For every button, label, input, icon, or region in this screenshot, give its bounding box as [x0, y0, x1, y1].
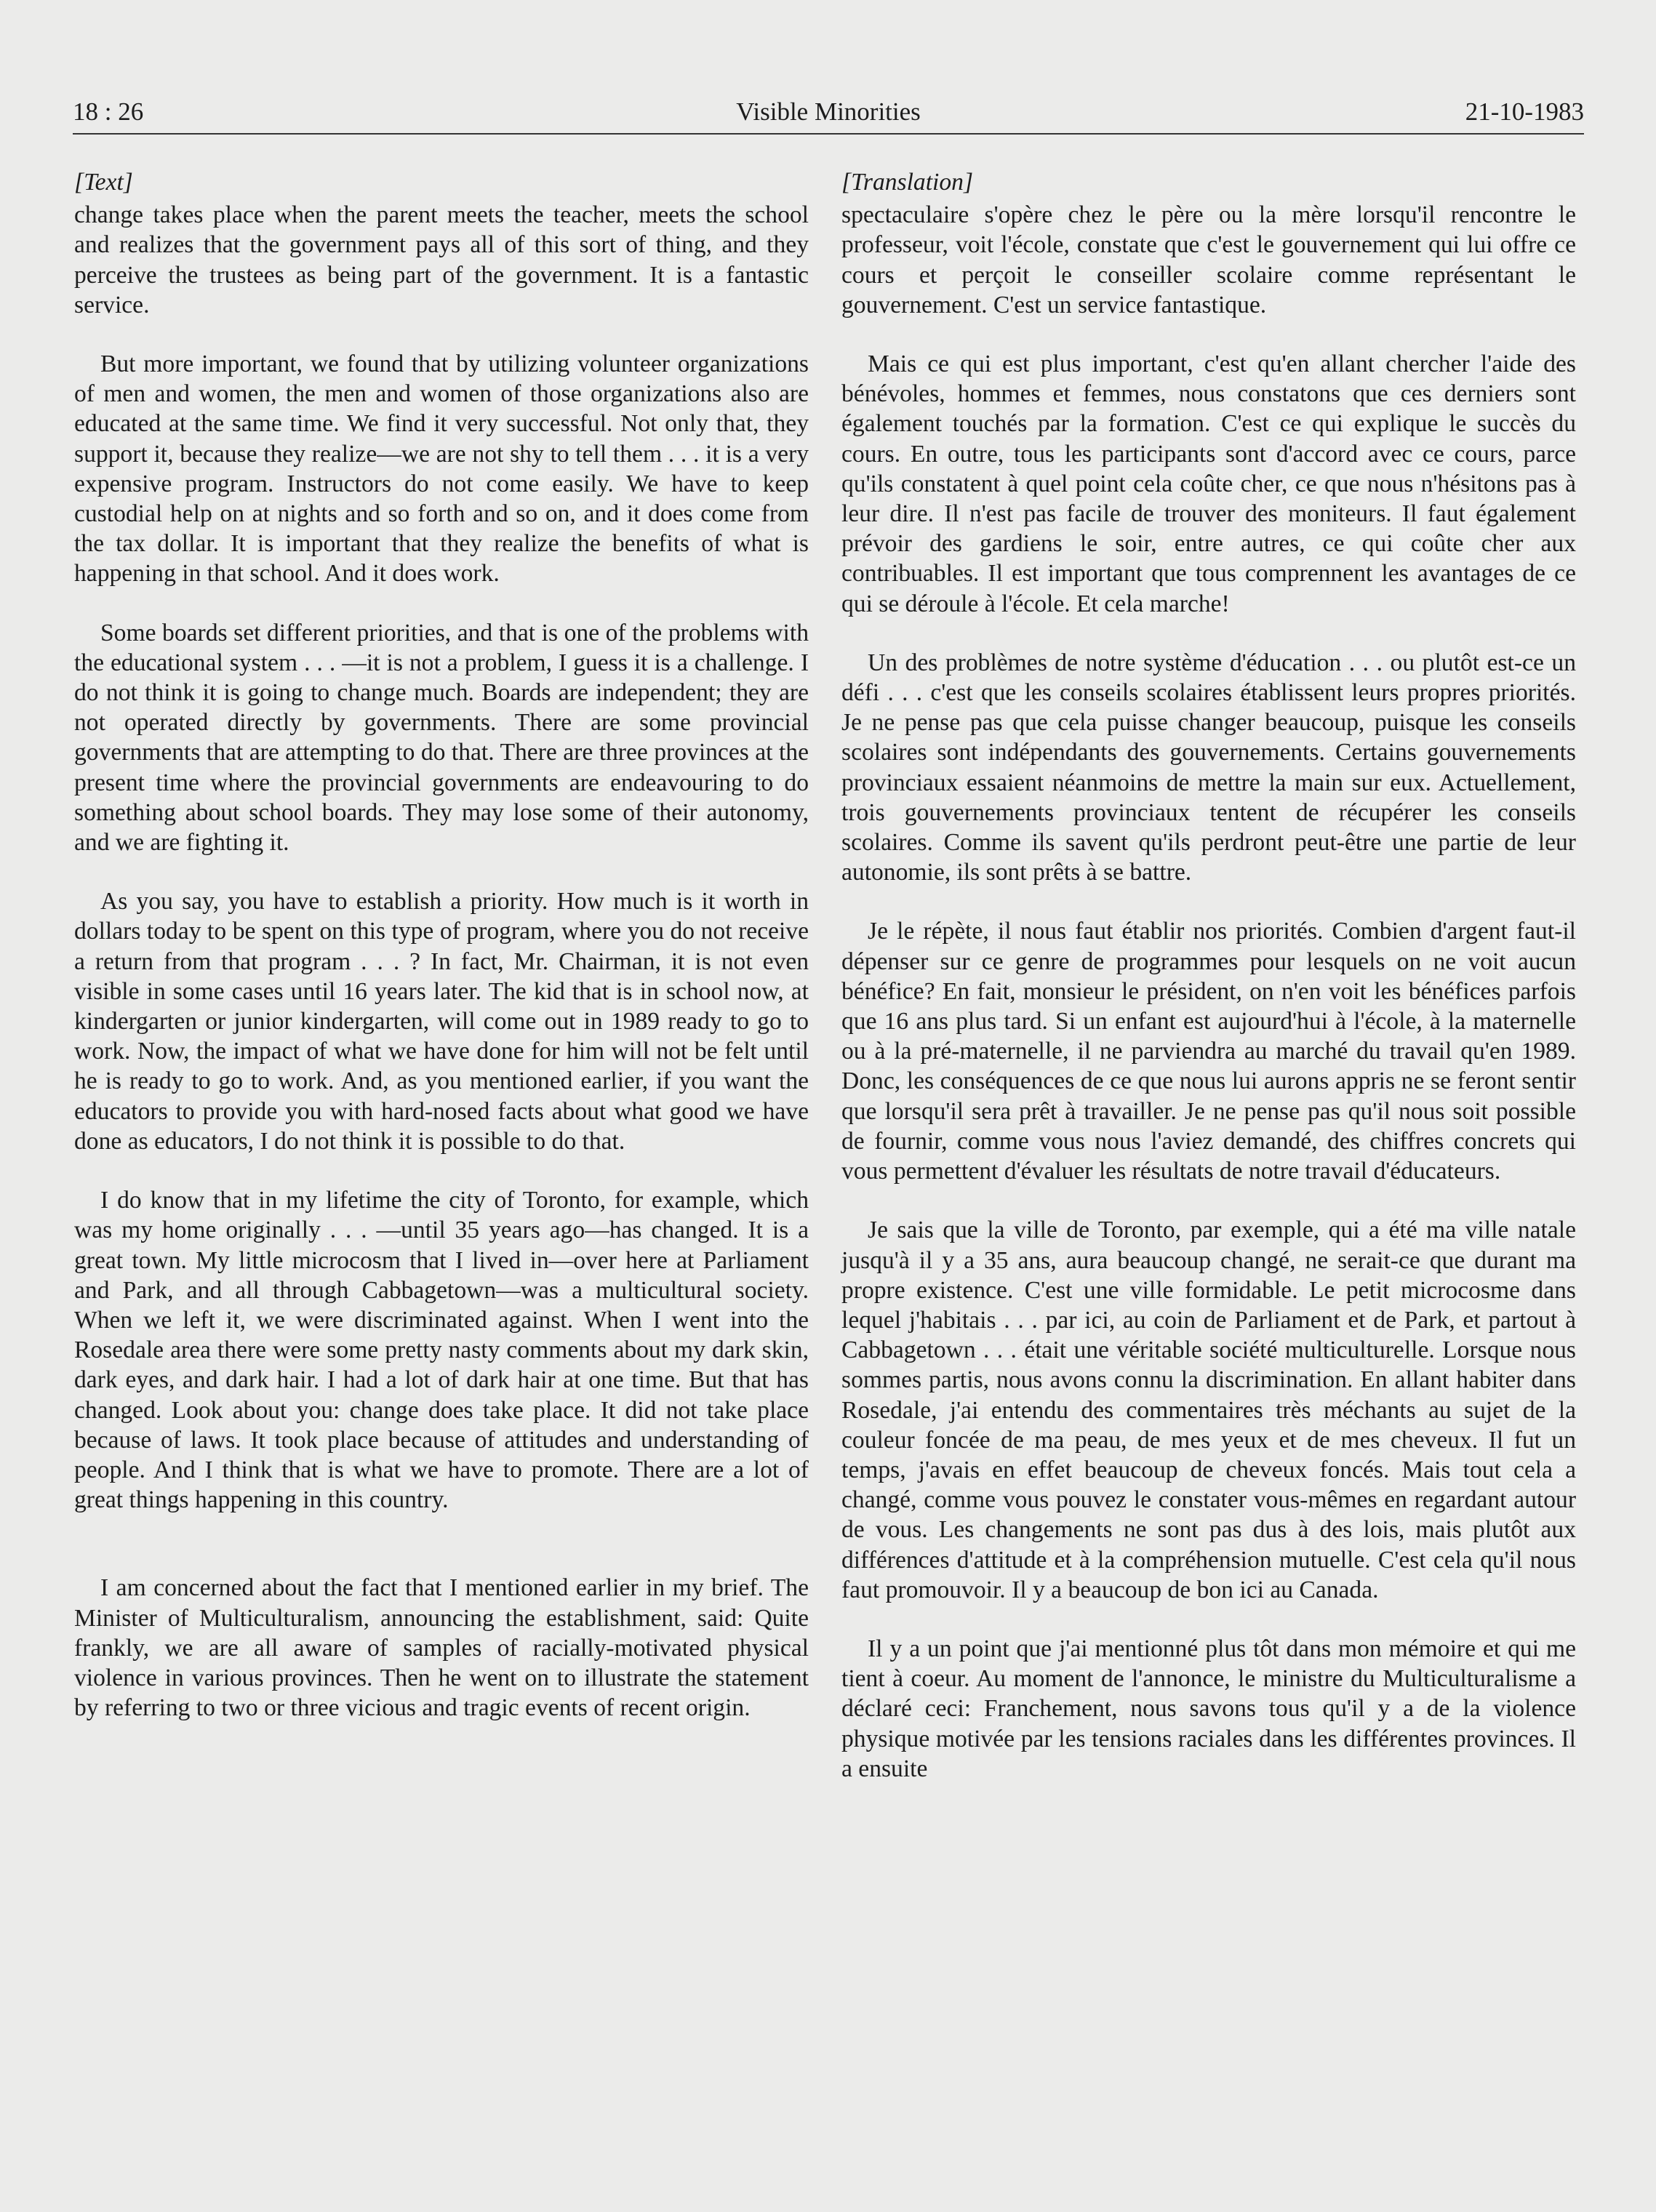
- paragraph: But more important, we found that by utilizing volunteer organizations of men and women, the men and women of those organizations also are educated at the same time. We find it very successful. Not only that, they support it, because they realize—we are not shy to tell them . . . it is a very expensive program. Instructors do not come easily. We have to keep custodial help on at nights and so forth and so on, and it does come from the tax dollar. It is important that they realize the benefits of what is happening in that school. And it does work.: [74, 350, 809, 588]
- column-label-text: [Text]: [74, 169, 133, 196]
- paragraph: Un des problèmes de notre système d'éducation . . . ou plutôt est-ce un défi . . . c'est que les conseils scolaires établissent leurs propres priorités. Je ne pense pas que cela puisse changer beaucoup, puisque les conseils scolaires sont indépendants des gouvernements. Certains gouvernements provinciaux essaient néanmoins de mettre la main sur eux. Actuellement, trois gouvernements provinciaux tentent de récupérer les conseils scolaires. Comme ils savent qu'ils perdront peut-être une partie de leur autonomie, ils sont prêts à se battre.: [841, 649, 1576, 886]
- paragraph: Some boards set different priorities, and that is one of the problems with the educational system . . . —it is not a problem, I guess it is a challenge. I do not think it is going to change much. Boards are independent; they are not operated directly by governments. There are some provincial governments that are attempting to do that. There are three provinces at the present time where the provincial governments are endeavouring to do something about school boards. They may lose some of their autonomy, and we are fighting it.: [74, 619, 809, 857]
- paragraph: change takes place when the parent meets the teacher, meets the school and realizes that the government pays all of this sort of thing, and they perceive the trustees as being part of the government. It is a fantastic service.: [74, 201, 809, 318]
- page-number: 18 : 26: [73, 97, 144, 126]
- header-rule: [73, 133, 1584, 135]
- paragraph: Mais ce qui est plus important, c'est qu'en allant chercher l'aide des bénévoles, hommes et femmes, nous constatons que ces derniers sont également touchés par la formation. C'est ce qui explique le succès du cours. En outre, tous les participants sont d'accord avec ce cours, parce qu'ils constatent à quel point cela coûte cher, ce que nous n'hésitons pas à leur dire. Il n'est pas facile de trouver des moniteurs. Il faut également prévoir des gardiens le soir, entre autres, ce qui coûte cher aux contribuables. Il est important que tous comprennent les avantages de ce qui se déroule à l'école. Et cela marche!: [841, 350, 1576, 617]
- page-header: [73, 92, 1584, 132]
- running-title: Visible Minorities: [736, 97, 921, 126]
- paragraph: Il y a un point que j'ai mentionné plus tôt dans mon mémoire et qui me tient à coeur. Au moment de l'annonce, le ministre du Multiculturalisme a déclaré ceci: Franchement, nous savons tous qu'il y a de la violence physique motivée par les tensions raciales dans les différentes provinces. Il a ensuite: [841, 1635, 1576, 1782]
- paragraph: spectaculaire s'opère chez le père ou la mère lorsqu'il rencontre le professeur, voit l'école, constate que c'est le gouvernement qui lui offre ce cours et perçoit le conseiller scolaire comme représentant le gouvernement. C'est un service fantastique.: [841, 201, 1576, 318]
- paragraph: Je le répète, il nous faut établir nos priorités. Combien d'argent faut-il dépenser sur ce genre de programmes pour lesquels on ne voit aucun bénéfice? En fait, monsieur le président, on n'en voit les bénéfices parfois que 16 ans plus tard. Si un enfant est aujourd'hui à l'école, à la maternelle ou à la pré-maternelle, il ne parviendra au marché du travail qu'en 1989. Donc, les conséquences de ce que nous lui aurons appris ne se feront sentir que lorsqu'il sera prêt à travailler. Je ne pense pas qu'il nous soit possible de fournir, comme vous nous l'aviez demandé, des chiffres concrets qui vous permettent d'évaluer les résultats de notre travail d'éducateurs.: [841, 918, 1576, 1185]
- paragraph: As you say, you have to establish a priority. How much is it worth in dollars today to be spent on this type of program, where you do not receive a return from that program . . . ? In fact, Mr. Chairman, it is not even visible in some cases until 16 years later. The kid that is in school now, at kindergarten or junior kindergarten, will come out in 1989 ready to go to work. Now, the impact of what we have done for him will not be felt until he is ready to go to work. And, as you mentioned earlier, if you want the educators to provide you with hard-nosed facts about what good we have done as educators, I do not think it is possible to do that.: [74, 888, 809, 1155]
- column-label-translation: [Translation]: [841, 169, 974, 196]
- paragraph: I am concerned about the fact that I mentioned earlier in my brief. The Minister of Multiculturalism, announcing the establishment, said: Quite frankly, we are all aware of samples of racially-motivated physical violence in various provinces. Then he went on to illustrate the statement by referring to two or three vicious and tragic events of recent origin.: [74, 1574, 809, 1722]
- paragraph: I do know that in my lifetime the city of Toronto, for example, which was my home originally . . . —until 35 years ago—has changed. It is a great town. My little microcosm that I lived in—over here at Parliament and Park, and all through Cabbagetown—was a multicultural society. When we left it, we were discriminated against. When I went into the Rosedale area there were some pretty nasty comments about my dark skin, dark eyes, and dark hair. I had a lot of dark hair at one time. But that has changed. Look about you: change does take place. It did not take place because of laws. It took place because of attitudes and understanding of people. And I think that is what we have to promote. There are a lot of great things happening in this country.: [74, 1187, 809, 1514]
- sitting-date: 21-10-1983: [1465, 97, 1584, 126]
- english-column: [74, 167, 809, 1752]
- french-column: [841, 167, 1576, 1813]
- paragraph: Je sais que la ville de Toronto, par exemple, qui a été ma ville natale jusqu'à il y a 35 ans, aura beaucoup changé, ne serait-ce que durant ma propre existence. C'est une ville formidable. Le petit microcosme dans lequel j'habitais . . . par ici, au coin de Parliament et de Park, et partout à Cabbagetown . . . était une véritable société multiculturelle. Lorsque nous sommes partis, nous avons connu la discrimination. En allant habiter dans Rosedale, j'ai entendu des commentaires très méchants au sujet de la couleur foncée de ma peau, de mes yeux et de mes cheveux. Il fut un temps, j'avais en effet beaucoup de cheveux foncés. Mais tout cela a changé, comme vous pouvez le constater vous-mêmes en regardant autour de vous. Les changements ne sont pas dus à des lois, mais plutôt aux différences d'attitude et à la compréhension mutuelle. C'est cela qu'il nous faut promouvoir. Il y a beaucoup de bon ici au Canada.: [841, 1217, 1576, 1603]
